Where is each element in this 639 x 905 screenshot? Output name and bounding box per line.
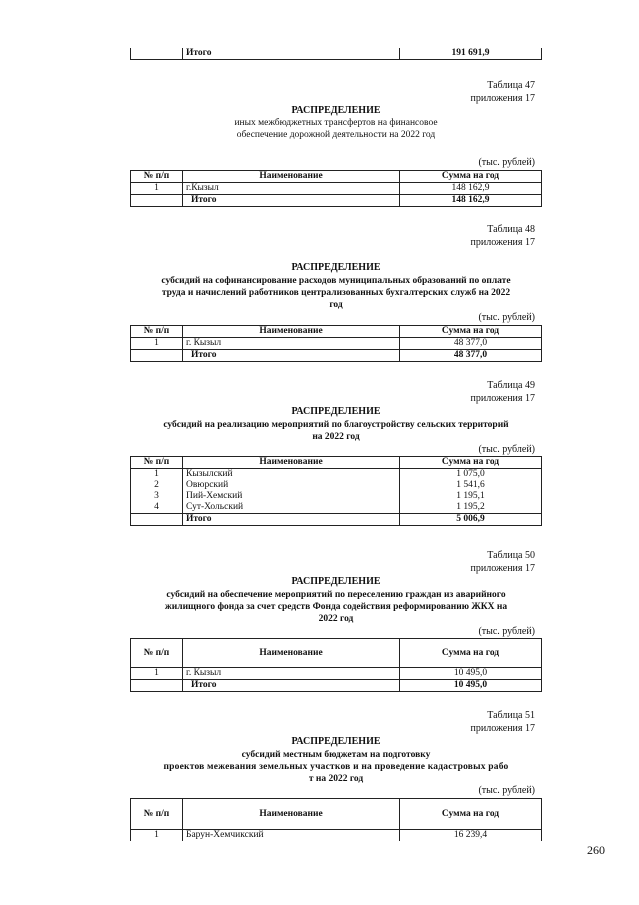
section-subtitle-line: жилищного фонда за счет средств Фонда содействия реформированию ЖКХ на	[164, 602, 508, 612]
total-value: 191 691,9	[400, 48, 542, 60]
total-label: Итого	[183, 48, 400, 60]
table-number: Таблица 48	[487, 224, 535, 235]
distribution-table	[130, 456, 542, 526]
unit-label: (тыс. рублей)	[478, 312, 535, 323]
table-header-row: № п/п Наименование Сумма на год	[131, 799, 542, 830]
table-row	[131, 48, 542, 60]
section-subtitle-line: т на 2022 год	[308, 774, 364, 784]
section-title: РАСПРЕДЕЛЕНИЕ	[291, 576, 381, 587]
section-subtitle-line: субсидий на обеспечение мероприятий по переселению граждан из аварийного	[166, 590, 506, 600]
table-header-row: № п/п Наименование Сумма на год	[131, 326, 542, 338]
table-row: 3 Пий-Хемский 1 195,1	[131, 491, 542, 502]
section-subtitle-line: год	[329, 300, 343, 310]
col-header-name: Наименование	[183, 171, 400, 183]
section-title: РАСПРЕДЕЛЕНИЕ	[291, 736, 381, 747]
section-title: РАСПРЕДЕЛЕНИЕ	[291, 105, 381, 116]
table-row: 2 Овюрский 1 541,6	[131, 480, 542, 491]
section-subtitle-line: субсидий местным бюджетам на подготовку	[241, 750, 431, 760]
unit-label: (тыс. рублей)	[478, 626, 535, 637]
distribution-table	[130, 170, 542, 207]
section-subtitle-line: проектов межевания земельных участков и на проведение кадастровых рабо	[163, 762, 509, 772]
table-row: 1 Кызылский 1 075,0	[131, 469, 542, 481]
distribution-table	[130, 638, 542, 692]
table-number: Таблица 47	[487, 80, 535, 91]
unit-label: (тыс. рублей)	[478, 444, 535, 455]
unit-label: (тыс. рублей)	[478, 157, 535, 168]
appendix-label: приложения 17	[470, 393, 535, 404]
table-number: Таблица 50	[487, 550, 535, 561]
appendix-label: приложения 17	[470, 723, 535, 734]
table-header-row: № п/п Наименование Сумма на год	[131, 639, 542, 668]
section-subtitle-line: 2022 год	[318, 614, 354, 624]
distribution-table	[130, 325, 542, 362]
section-title: РАСПРЕДЕЛЕНИЕ	[291, 262, 381, 273]
section-subtitle-line: труда и начислений работников централизованных бухгалтерских служб на 2022	[161, 288, 511, 298]
table-row: 1 Барун-Хемчикский 16 239,4	[131, 830, 542, 842]
appendix-label: приложения 17	[470, 237, 535, 248]
table-total-row: Итого 48 377,0	[131, 350, 542, 362]
table-header-row: № п/п Наименование Сумма на год	[131, 457, 542, 469]
unit-label: (тыс. рублей)	[478, 785, 535, 796]
table-number: Таблица 49	[487, 380, 535, 391]
table-header-row	[131, 171, 542, 183]
table-total-row: Итого 10 495,0	[131, 680, 542, 692]
section-subtitle-line: на 2022 год	[312, 432, 360, 442]
table-total-row: Итого 148 162,9	[131, 195, 542, 207]
table-total-row: Итого 5 006,9	[131, 514, 542, 526]
table-number: Таблица 51	[487, 710, 535, 721]
col-header-sum: Сумма на год	[400, 171, 542, 183]
section-subtitle-line: субсидий на софинансирование расходов муниципальных образований по оплате	[161, 276, 511, 286]
page-number: 260	[587, 843, 605, 857]
table-row: 1 г.Кызыл 148 162,9	[131, 183, 542, 195]
table-row: 4 Сут-Хольский 1 195,2	[131, 502, 542, 514]
top-total-table	[130, 48, 542, 60]
distribution-table	[130, 798, 542, 841]
section-title: РАСПРЕДЕЛЕНИЕ	[291, 406, 381, 417]
section-subtitle-line: субсидий на реализацию мероприятий по благоустройству сельских территорий	[163, 420, 509, 430]
appendix-label: приложения 17	[470, 93, 535, 104]
section-subtitle-line: иных межбюджетных трансфертов на финансовое	[234, 118, 438, 128]
table-row: 1 г. Кызыл 48 377,0	[131, 338, 542, 350]
appendix-label: приложения 17	[470, 563, 535, 574]
col-header-number: № п/п	[131, 171, 183, 183]
section-subtitle-line: обеспечение дорожной деятельности на 2022 год	[236, 130, 436, 140]
table-row: 1 г. Кызыл 10 495,0	[131, 668, 542, 680]
